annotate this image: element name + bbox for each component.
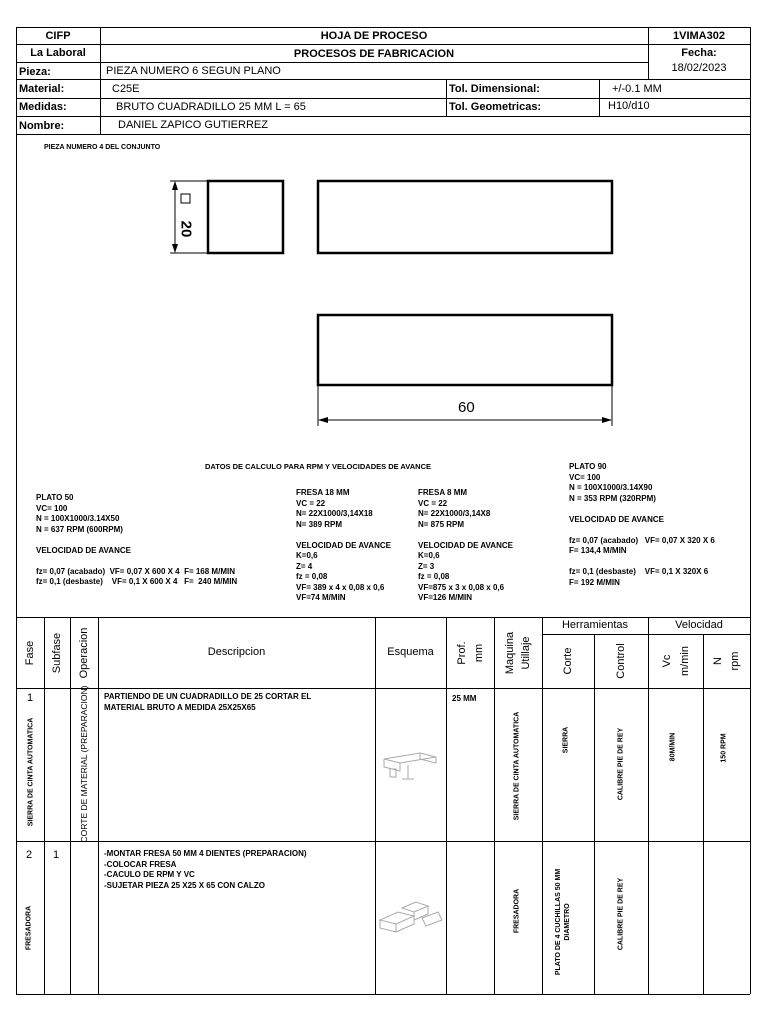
calc-fresa-8: FRESA 8 MM VC = 22 N= 22X1000/3,14X8 N= 875 RPM VELOCIDAD DE AVANCE K=0,6 Z= 3 fz = 0,08 VF=875 x 3 x 0,08 x 0,6 VF=126 M/MIN [418, 488, 513, 602]
row1-descripcion: PARTIENDO DE UN CUADRADILLO DE 25 CORTAR EL MATERIAL BRUTO A MEDIDA 25X25X65 [104, 692, 312, 712]
row1-prof: 25 MM [452, 694, 477, 703]
row1-maquina: SIERRA DE CINTA AUTOMATICA [513, 711, 521, 821]
tol-dimensional-label: Tol. Dimensional: [449, 83, 540, 95]
material-value: C25E [112, 83, 140, 95]
row1-control: CALIBRE PIE DE REY [617, 727, 625, 801]
medidas-label: Medidas: [19, 101, 67, 113]
row2-sketch [378, 898, 444, 940]
sheet-subtitle: PROCESOS DE FABRICACION [293, 48, 455, 60]
length-dim-arrow-right [602, 417, 612, 423]
col-esquema: Esquema [387, 646, 434, 658]
material-label: Material: [19, 83, 65, 95]
date-label: Fecha: [681, 47, 717, 59]
col-descripcion: Descripcion [207, 646, 266, 658]
row1-vc: 80M/MIN [669, 732, 677, 762]
col-vc-unit: m/min [679, 646, 691, 676]
row2-fase: 2 [26, 849, 33, 861]
row1-fase-machine: SIERRA DE CINTA AUTOMATICA [27, 717, 35, 827]
school-subtitle: La Laboral [30, 47, 86, 59]
row2-descripcion: -MONTAR FRESA 50 MM 4 DIENTES (PREPARACION) -COLOCAR FRESA -CACULO DE RPM Y VC -SUJETAR PIEZA 25 X25 X 65 CON CALZO [104, 849, 307, 890]
length-dimension: 60 [458, 399, 475, 416]
col-n: N [712, 657, 724, 665]
col-vc: Vc [661, 654, 673, 668]
col-herramientas: Herramientas [561, 619, 629, 631]
top-view [318, 181, 612, 253]
calc-title: DATOS DE CALCULO PARA RPM Y VELOCIDADES DE AVANCE [205, 462, 431, 471]
row1-operacion: CORTE DE MATERIAL (PREPARACION) [79, 685, 89, 843]
tol-geometricas-label: Tol. Geometricas: [449, 101, 542, 113]
front-view [318, 315, 612, 385]
col-prof-unit: mm [473, 643, 485, 663]
col-fase: Fase [24, 640, 36, 666]
pieza-value: PIEZA NUMERO 6 SEGUN PLANO [106, 65, 281, 77]
square-symbol [181, 194, 190, 203]
drawing-caption: PIEZA NUMERO 4 DEL CONJUNTO [44, 144, 161, 151]
document-code: 1VIMA302 [673, 30, 725, 42]
nombre-label: Nombre: [19, 120, 65, 132]
school-name: CIFP [45, 30, 71, 42]
row1-n: 150 RPM [720, 733, 728, 763]
length-dim-arrow-left [318, 417, 328, 423]
col-operacion: Operacion [78, 627, 90, 679]
pieza-label: Pieza: [19, 66, 51, 78]
date-value: 18/02/2023 [671, 62, 727, 74]
row1-fase: 1 [27, 692, 34, 704]
medidas-value: BRUTO CUADRADILLO 25 MM L = 65 [116, 101, 306, 113]
col-velocidad: Velocidad [675, 619, 723, 631]
col-prof: Prof. [456, 641, 468, 665]
row2-fase-machine: FRESADORA [25, 905, 33, 951]
row2-maquina: FRESADORA [513, 888, 521, 934]
row1-corte: SIERRA [562, 726, 570, 754]
col-control: Control [615, 643, 627, 679]
row2-control: CALIBRE PIE DE REY [617, 877, 625, 951]
row1-sketch [380, 745, 442, 783]
col-corte: Corte [562, 647, 574, 675]
sheet-title: HOJA DE PROCESO [320, 30, 428, 42]
calc-plato-50: PLATO 50 VC= 100 N = 100X1000/3.14X50 N = 637 RPM (600RPM) VELOCIDAD DE AVANCE fz= 0,07 (acabado) VF= 0,07 X 600 X 4 F= 168 M/MIN fz= 0,1 (desbaste) VF= 0,1 X 600 X 4 F= 240 M/MIN [36, 493, 238, 586]
calc-fresa-18: FRESA 18 MM VC = 22 N= 22X1000/3,14X18 N= 389 RPM VELOCIDAD DE AVANCE K=0,6 Z= 4 fz = 0,08 VF= 389 x 4 x 0,08 x 0,6 VF=74 M/MIN [296, 488, 391, 602]
row2-corte: PLATO DE 4 CUCHILLAS 50 MM DIAMETRO [555, 866, 571, 976]
tol-dimensional-value: +/-0.1 MM [612, 83, 662, 95]
nombre-value: DANIEL ZAPICO GUTIERREZ [118, 119, 268, 131]
col-subfase: Subfase [51, 632, 63, 674]
square-dim-arrow-top [172, 181, 178, 190]
tol-geometricas-value: H10/d10 [608, 100, 650, 112]
col-maquina: Maquina [504, 631, 516, 675]
square-dim-arrow-bottom [172, 244, 178, 253]
side-view [208, 181, 283, 253]
row2-subfase: 1 [53, 849, 60, 861]
col-n-unit: rpm [729, 651, 741, 671]
square-dimension: 20 [177, 220, 195, 238]
col-utillaje: Utillaje [520, 636, 532, 670]
calc-plato-90: PLATO 90 VC= 100 N = 100X1000/3.14X90 N = 353 RPM (320RPM) VELOCIDAD DE AVANCE fz= 0,07 (acabado) VF= 0,07 X 320 X 6 F= 134,4 M/MIN fz= 0,1 (desbaste) VF= 0,1 X 320X 6 F= 192 M/MIN [569, 462, 715, 587]
